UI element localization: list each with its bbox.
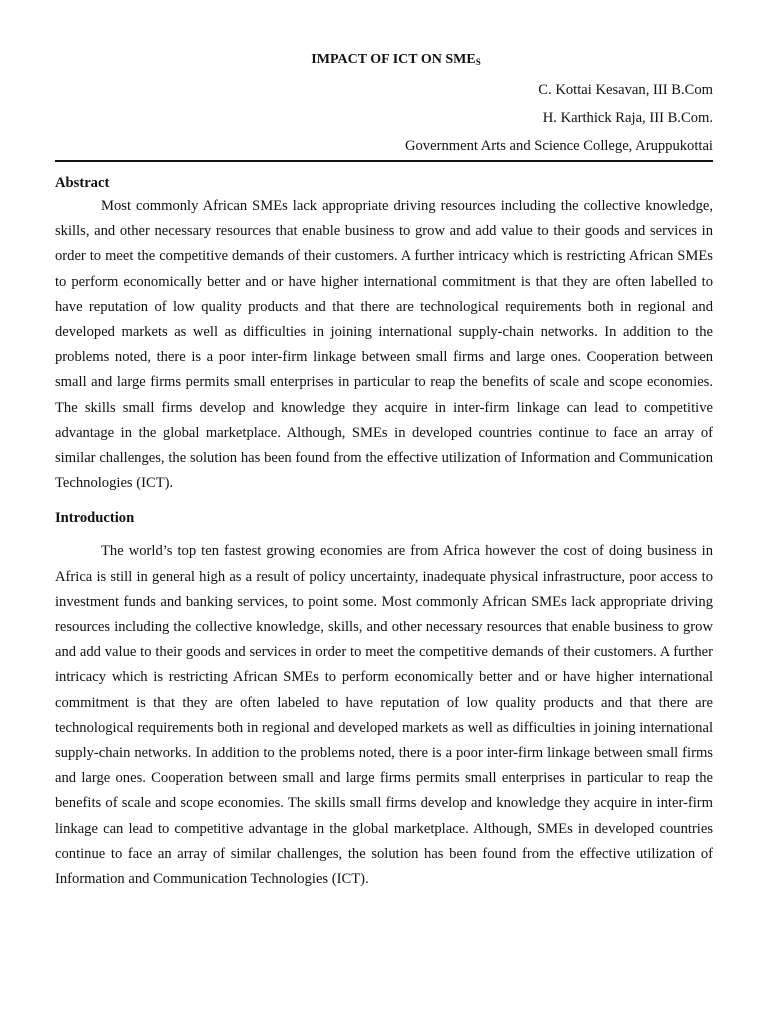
- author-affiliation: Government Arts and Science College, Aruppukottai: [404, 138, 713, 154]
- introduction-heading: Introduction: [55, 510, 135, 527]
- header-rule: [55, 160, 713, 162]
- introduction-paragraph: The world’s top ten fastest growing economies are from Africa however the cost of doing business in Africa is still in general high as a result of policy uncertainty, inadequate physical infrastructure, poor access to investment funds and banking services, to point some. Most commonly African SMEs lack appropriate driving resources including the collective knowledge, skills, and other necessary resources that enable business to grow and add value to their goods and services in order to meet the competitive demands of their customers. A further intricacy which is restricting African SMEs to perform economically better and or have higher international commitment is that they are often labeled to have reputation of low quality products and that there are technological requirements both in regional and developed markets as well as difficulties in joining international supply-chain networks. In addition to the problems noted, there is a poor inter-firm linkage between small firms and large ones. Cooperation between small and large firms permits small enterprises in particular to reap the benefits of scale and scope economies. The skills small firms develop and knowledge they acquire in inter-firm linkage can lead to competitive advantage in the global marketplace. Although, SMEs in developed countries continue to face an array of similar challenges, the solution has been found from the effective utilization of Information and Communication Technologies (ICT).: [55, 543, 713, 888]
- author-1: C. Kottai Kesavan, III B.Com: [538, 82, 713, 98]
- paper-page: [55, 50, 713, 892]
- author-2: H. Karthick Raja, III B.Com.: [542, 110, 713, 126]
- paper-title-subscript: S: [475, 57, 481, 67]
- abstract-heading: Abstract: [55, 175, 110, 191]
- paper-title-text: IMPACT OF ICT ON SME: [311, 52, 476, 67]
- abstract-paragraph: Most commonly African SMEs lack appropriate driving resources including the collective knowledge, skills, and other necessary resources that enable business to grow and add value to their goods and services in order to meet the competitive demands of their customers. A further intricacy which is restricting African SMEs to perform economically better and or have higher international commitment is that they are often labelled to have reputation of low quality products and that there are technological requirements both in regional and developed markets as well as difficulties in joining international supply-chain networks. In addition to the problems noted, there is a poor inter-firm linkage between small firms and large ones. Cooperation between small and large firms permits small enterprises in particular to reap the benefits of scale and scope economies. The skills small firms develop and knowledge they acquire in inter-firm linkage can lead to competitive advantage in the global marketplace. Although, SMEs in developed countries continue to face an array of similar challenges, the solution has been found from the effective utilization of Information and Communication Technologies (ICT).: [55, 198, 713, 492]
- paper-title: [55, 50, 713, 72]
